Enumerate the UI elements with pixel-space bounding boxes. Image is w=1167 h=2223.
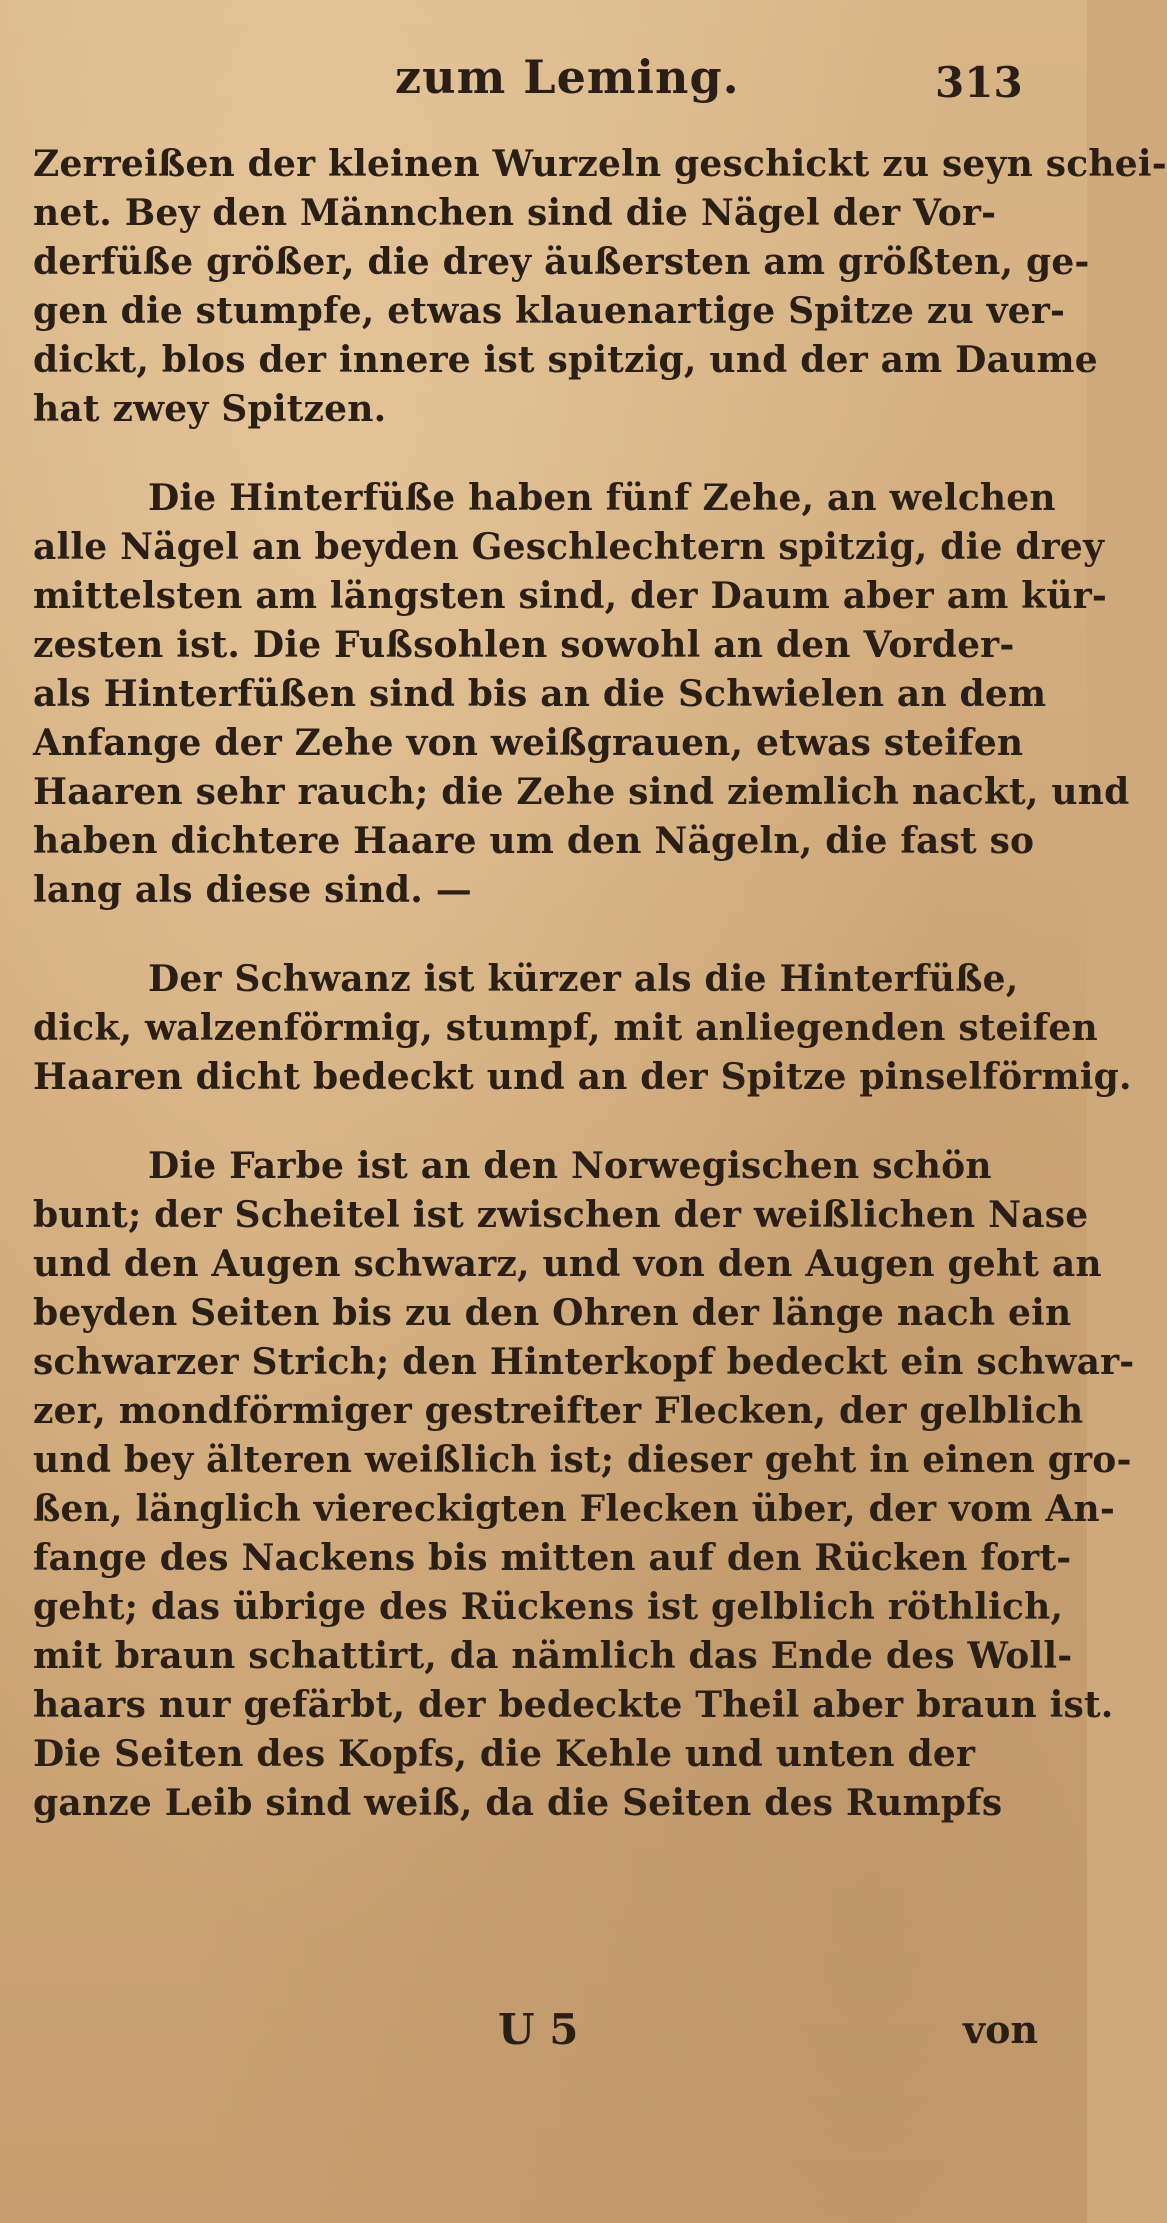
page-number: 313 — [935, 58, 1023, 107]
text-line: und bey älteren weißlich ist; dieser geht in einen gro- — [33, 1439, 1132, 1481]
text-line: alle Nägel an beyden Geschlechtern spitzig, die drey — [33, 526, 1105, 568]
text-line: beyden Seiten bis zu den Ohren der länge nach ein — [33, 1292, 1072, 1334]
text-line: zesten ist. Die Fußsohlen sowohl an den Vorder- — [33, 624, 1015, 666]
text-line: zer, mondförmiger gestreifter Flecken, der gelblich — [33, 1390, 1084, 1432]
text-line: bunt; der Scheitel ist zwischen der weißlichen Nase — [33, 1194, 1089, 1236]
running-title: zum Leming. — [395, 50, 740, 104]
text-line: Der Schwanz ist kürzer als die Hinterfüße, — [148, 958, 1019, 1000]
text-line: net. Bey den Männchen sind die Nägel der Vor- — [33, 192, 997, 234]
paragraph — [33, 140, 1167, 434]
text-line: schwarzer Strich; den Hinterkopf bedeckt ein schwar- — [33, 1341, 1135, 1383]
text-line: dickt, blos der innere ist spitzig, und der am Daume — [33, 339, 1098, 381]
page-header — [0, 40, 1087, 110]
text-line: fange des Nackens bis mitten auf den Rücken fort- — [33, 1537, 1072, 1579]
text-line: mittelsten am längsten sind, der Daum aber am kür- — [33, 575, 1108, 617]
text-line: Die Farbe ist an den Norwegischen schön — [148, 1145, 992, 1187]
text-line: haars nur gefärbt, der bedeckte Theil aber braun ist. — [33, 1684, 1114, 1726]
text-line: mit braun schattirt, da nämlich das Ende des Woll- — [33, 1635, 1073, 1677]
text-line: Anfange der Zehe von weißgrauen, etwas steifen — [33, 722, 1024, 764]
page-footer — [0, 2005, 1087, 2065]
text-line: ganze Leib sind weiß, da die Seiten des Rumpfs — [33, 1782, 1003, 1824]
body-text — [33, 140, 1167, 1828]
catchword: von — [963, 2007, 1039, 2052]
text-line: derfüße größer, die drey äußersten am größten, ge- — [33, 241, 1090, 283]
paragraph — [33, 955, 1132, 1102]
text-line: Haaren sehr rauch; die Zehe sind ziemlich nackt, und — [33, 771, 1130, 813]
paragraph — [33, 1142, 1135, 1828]
text-line: und den Augen schwarz, und von den Augen geht an — [33, 1243, 1102, 1285]
text-line: lang als diese sind. — — [33, 869, 472, 911]
text-line: gen die stumpfe, etwas klauenartige Spitze zu ver- — [33, 290, 1066, 332]
text-line: Die Seiten des Kopfs, die Kehle und unten der — [33, 1733, 976, 1775]
text-line: Zerreißen der kleinen Wurzeln geschickt zu seyn schei- — [33, 143, 1167, 185]
paragraph — [33, 474, 1130, 915]
text-line: als Hinterfüßen sind bis an die Schwielen an dem — [33, 673, 1047, 715]
signature-mark: U 5 — [498, 2005, 579, 2054]
text-line: ßen, länglich viereckigten Flecken über, der vom An- — [33, 1488, 1115, 1530]
text-line: Haaren dicht bedeckt und an der Spitze pinselförmig. — [33, 1056, 1132, 1098]
text-line: hat zwey Spitzen. — [33, 388, 387, 430]
text-line: haben dichtere Haare um den Nägeln, die fast so — [33, 820, 1035, 862]
text-line: geht; das übrige des Rückens ist gelblich röthlich, — [33, 1586, 1064, 1628]
text-line: Die Hinterfüße haben fünf Zehe, an welchen — [148, 477, 1056, 519]
text-line: dick, walzenförmig, stumpf, mit anliegenden steifen — [33, 1007, 1098, 1049]
